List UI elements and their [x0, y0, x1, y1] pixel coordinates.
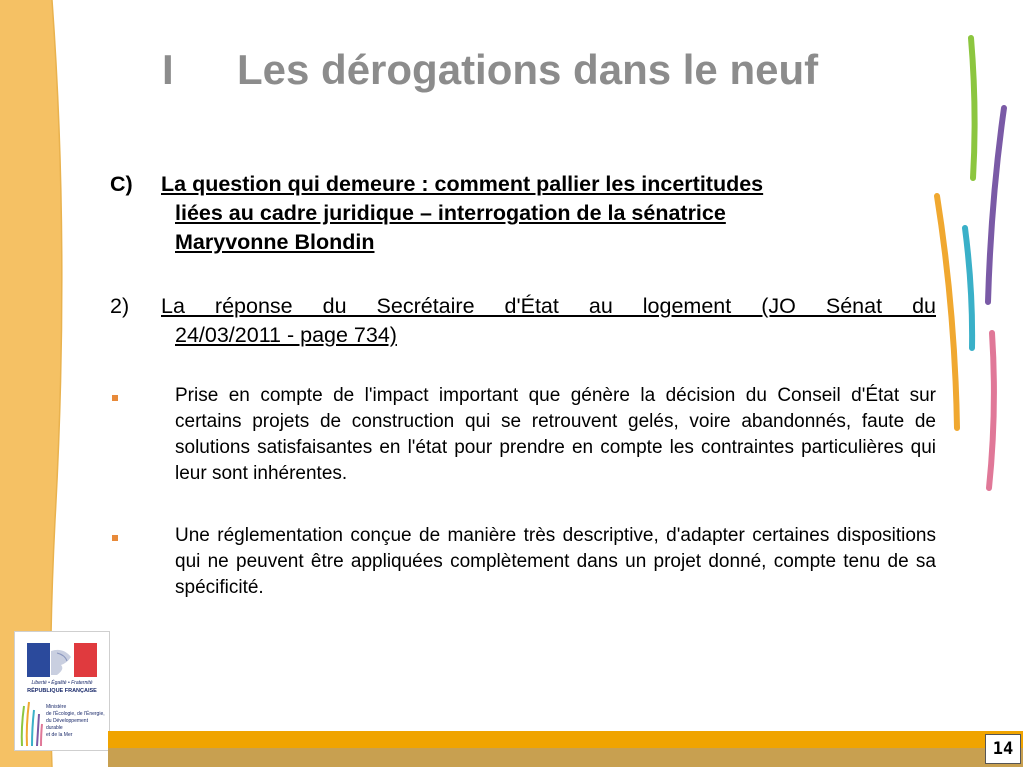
title-text: Les dérogations dans le neuf: [237, 46, 819, 93]
bullet-text: Prise en compte de l'impact important que génère la décision du Conseil d'État sur certains projets de construction qui se retrouvent gelés, voire abandonnés, faute de solutions satisfaisantes en l'état pour prendre en compte les contraintes particulières qui leur sont inhérentes.: [175, 385, 936, 484]
subsection-line-1: La réponse du Secrétaire d'État au logement (JO Sénat du: [161, 294, 936, 318]
ministry-line: durable: [46, 725, 63, 731]
ministry-line: Ministère: [46, 704, 67, 710]
footer-bar-brown: [108, 748, 1023, 767]
logo-motto: Liberté • Égalité • Fraternité: [31, 680, 93, 686]
page-title: [162, 44, 818, 96]
bullet-item: [110, 523, 936, 601]
footer-bar: [0, 731, 1023, 767]
subsection-line-2: 24/03/2011 - page 734): [175, 323, 397, 347]
bullet-square-icon: [112, 535, 118, 541]
logo-republic-name: RÉPUBLIQUE FRANÇAISE: [27, 688, 97, 694]
decorative-lines: [925, 30, 1015, 500]
section-marker: C): [110, 172, 133, 196]
ministry-line: et de la Mer: [46, 732, 73, 738]
page-number: 14: [985, 734, 1021, 764]
bullet-square-icon: [112, 395, 118, 401]
title-number: I: [162, 46, 174, 93]
subsection-heading-text: [161, 292, 936, 350]
deco-line-teal: [965, 228, 972, 348]
subsection-marker: 2): [110, 294, 130, 318]
ministry-line: de l'Écologie, de l'Énergie,: [46, 711, 105, 717]
deco-line-orange: [937, 196, 957, 428]
footer-bar-orange: [108, 731, 1023, 748]
deco-line-purple: [988, 108, 1004, 302]
bullet-item: [110, 383, 936, 487]
section-heading-line-2: liées au cadre juridique – interrogation de la sénatrice: [175, 201, 726, 225]
section-heading-line-1: La question qui demeure : comment pallier les incertitudes: [161, 172, 764, 196]
deco-line-green: [971, 38, 975, 178]
section-heading: [110, 170, 900, 257]
ministry-line: du Développement: [46, 718, 88, 724]
section-heading-line-3: Maryvonne Blondin: [175, 230, 375, 254]
subsection-heading: [110, 292, 936, 350]
deco-line-pink: [989, 333, 994, 488]
section-heading-text: [161, 170, 900, 257]
bullet-text: Une réglementation conçue de manière très descriptive, d'adapter certaines dispositions qui ne peuvent être appliquées complètement dans un projet donné, compte tenu de sa spécificité.: [175, 525, 936, 598]
